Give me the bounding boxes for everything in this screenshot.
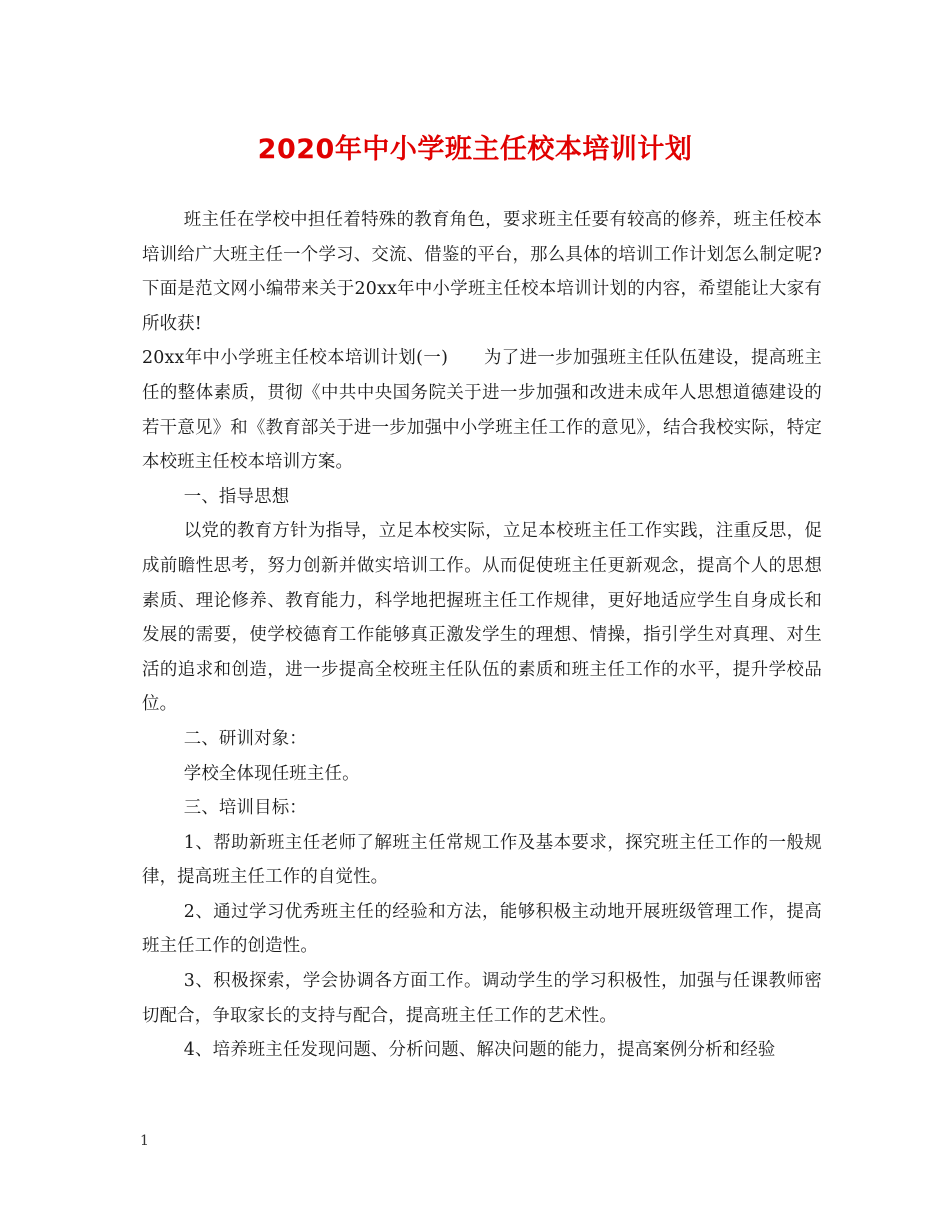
training-target-paragraph: 学校全体现任班主任。 bbox=[183, 763, 360, 784]
goal-item-3: 3、积极探索，学会协调各方面工作。调动学生的学习积极性，加强与任课教师密切配合，争取家长的支持与配合，提高班主任工作的艺术性。 bbox=[142, 971, 822, 1026]
intro-paragraph: 班主任在学校中担任着特殊的教育角色，要求班主任要有较高的修养，班主任校本培训给广大班主任一个学习、交流、借鉴的平台，那么具体的培训工作计划怎么制定呢?下面是范文网小编带来关于20xx年中小学班主任校本培训计划的内容，希望能让大家有所收获! bbox=[142, 210, 822, 334]
section-heading-training-goals: 三、培训目标： bbox=[183, 798, 307, 819]
goal-item-1: 1、帮助新班主任老师了解班主任常规工作及基本要求，探究班主任工作的一般规律，提高班主任工作的自觉性。 bbox=[142, 832, 822, 888]
document-body bbox=[142, 203, 822, 1068]
plan-one-paragraph: 20xx年中小学班主任校本培训计划(一) 为了进一步加强班主任队伍建设，提高班主任的整体素质，贯彻《中共中央国务院关于进一步加强和改进未成年人思想道德建设的若干意见》和《教育部关于进一步加强中小学班主任工作的意见》，结合我校实际，特定本校班主任校本培训方案。 bbox=[142, 348, 822, 473]
page-number: 1 bbox=[140, 1133, 149, 1149]
guiding-thought-paragraph: 以党的教育方针为指导，立足本校实际，立足本校班主任工作实践，注重反思，促成前瞻性思考，努力创新并做实培训工作。从而促使班主任更新观念，提高个人的思想素质、理论修养、教育能力，科学地把握班主任工作规律，更好地适应学生自身成长和发展的需要，使学校德育工作能够真正激发学生的理想、情操，指引学生对真理、对生活的追求和创造，进一步提高全校班主任队伍的素质和班主任工作的水平，提升学校品位。 bbox=[142, 521, 822, 715]
document-title: 2020年中小学班主任校本培训计划 bbox=[257, 134, 693, 165]
goal-item-2: 2、通过学习优秀班主任的经验和方法，能够积极主动地开展班级管理工作，提高班主任工作的创造性。 bbox=[142, 901, 822, 957]
section-heading-training-target: 二、研训对象： bbox=[183, 728, 307, 749]
section-heading-guiding-thought: 一、指导思想 bbox=[183, 486, 290, 507]
goal-item-4: 4、培养班主任发现问题、分析问题、解决问题的能力，提高案例分析和经验 bbox=[183, 1040, 776, 1061]
